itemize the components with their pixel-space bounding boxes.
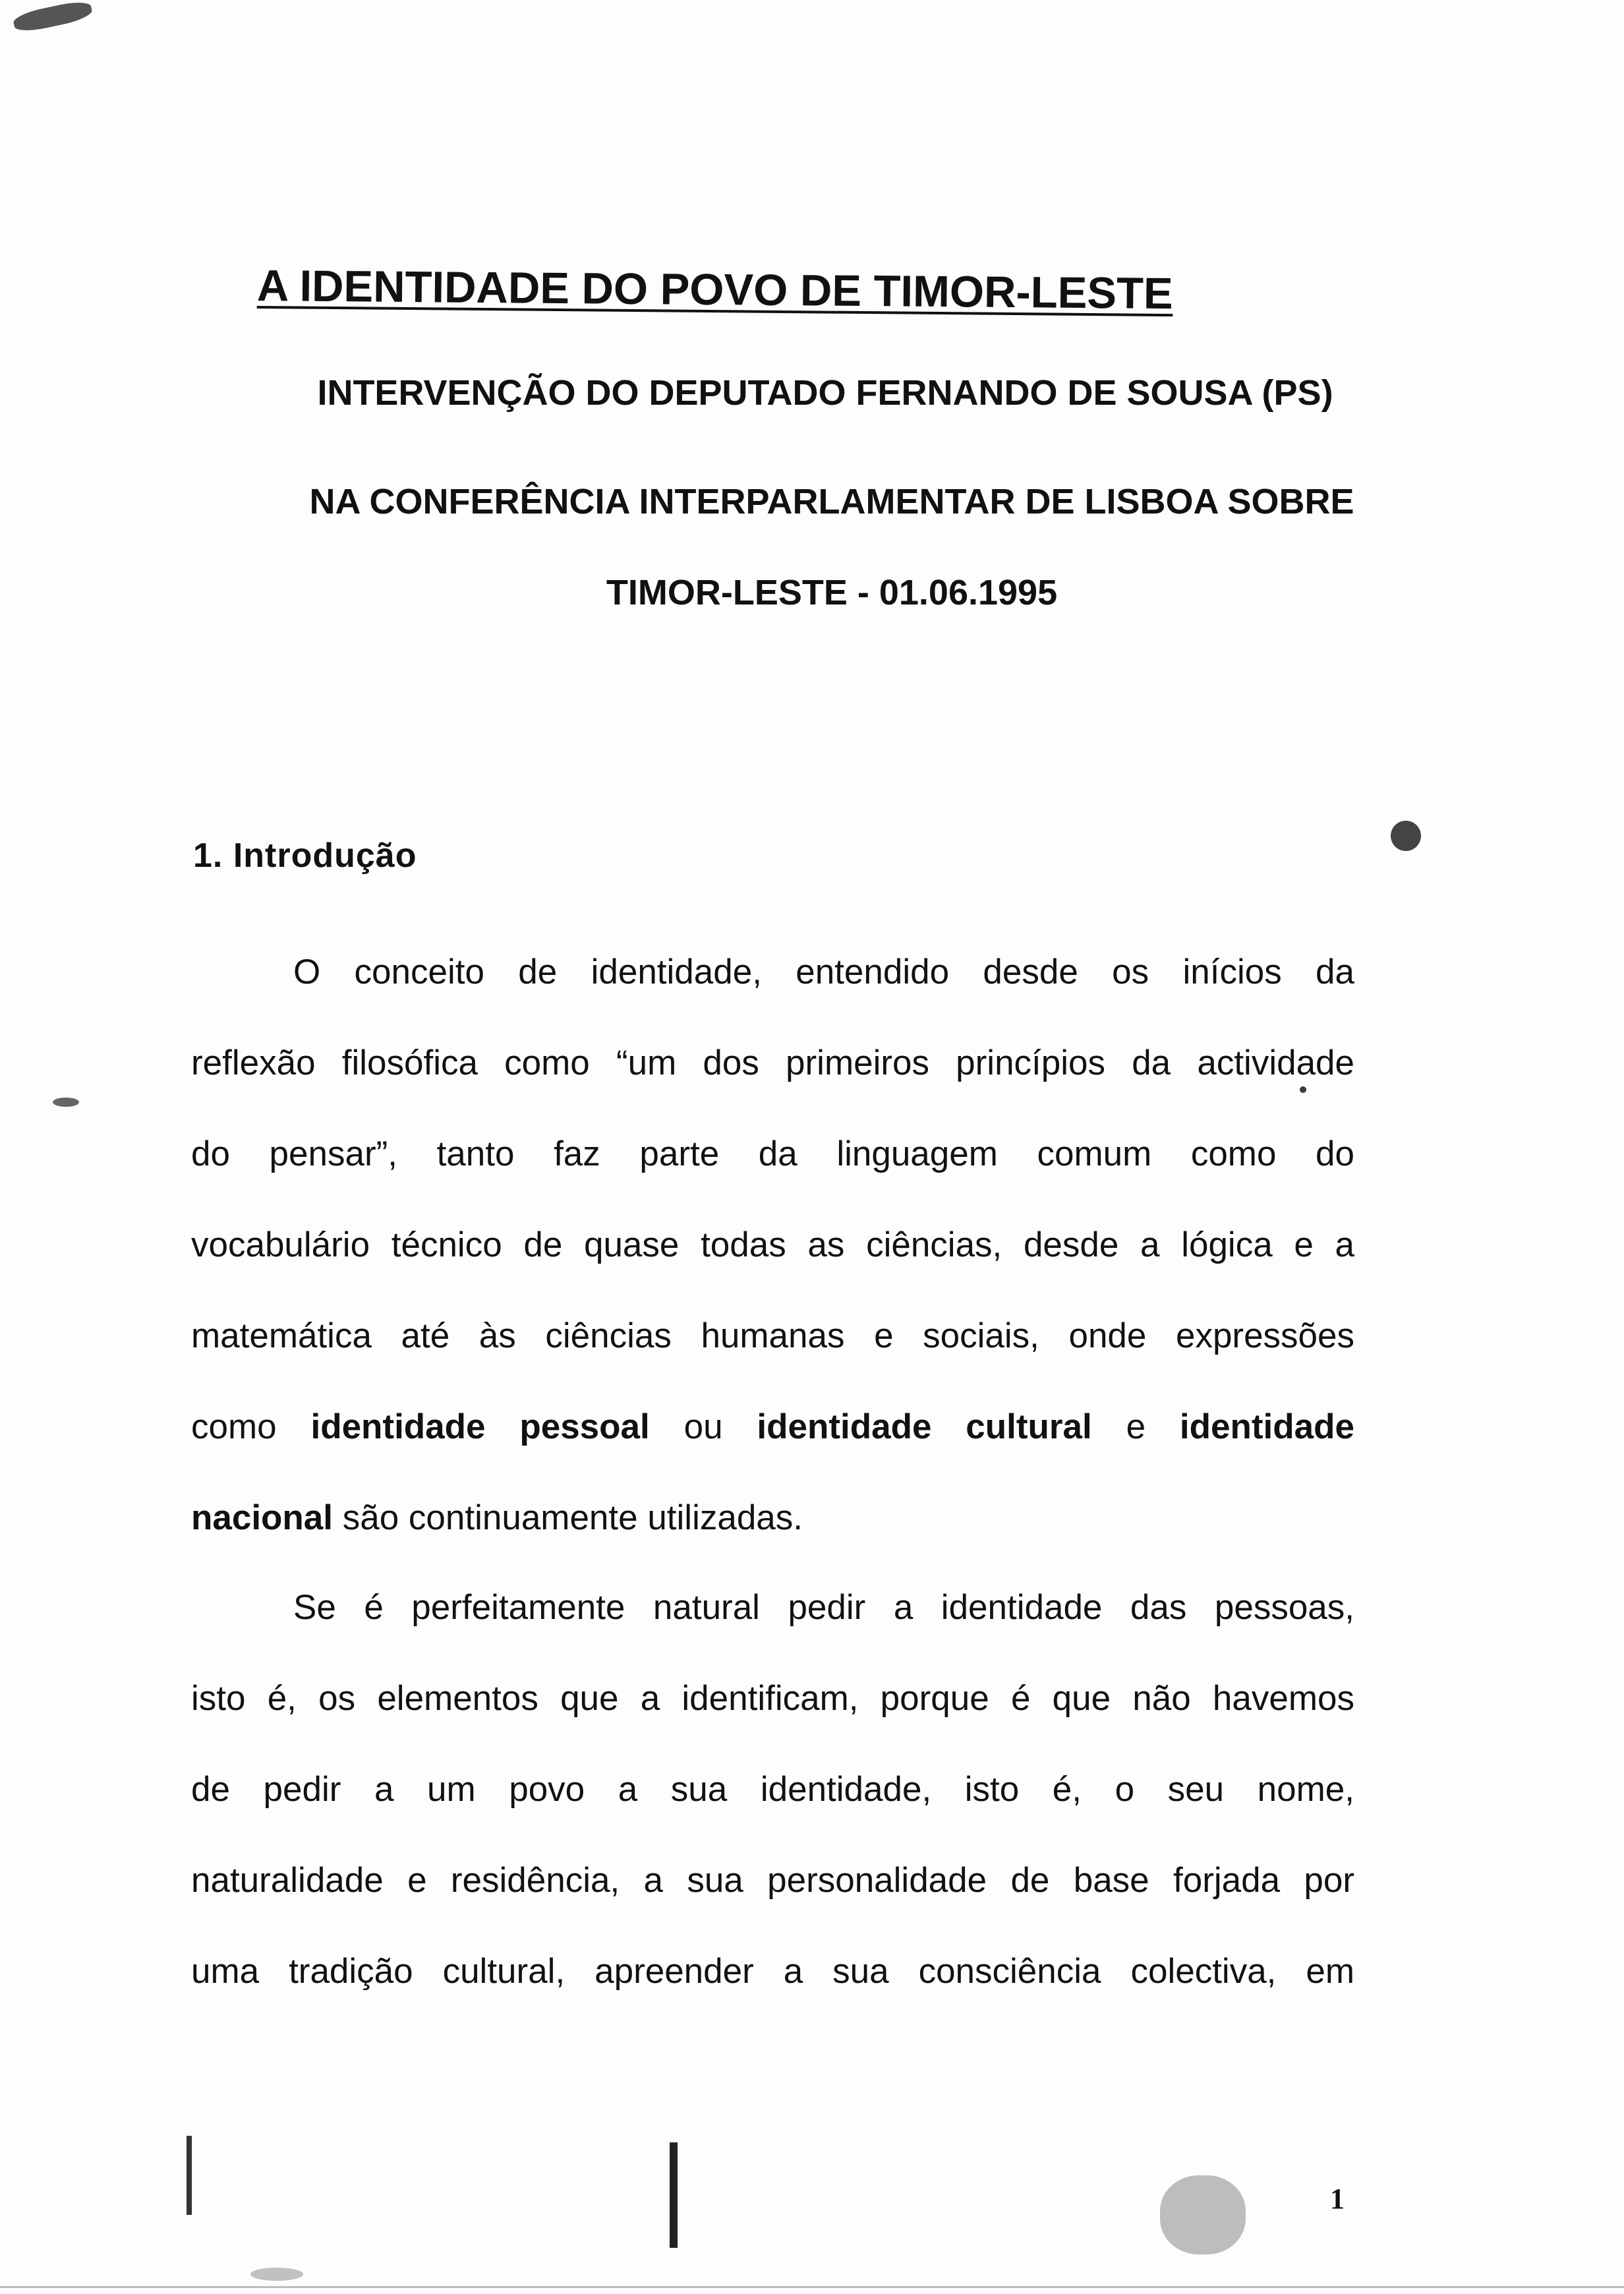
document-title: A IDENTIDADE DO POVO DE TIMOR-LESTE — [256, 261, 1173, 319]
subtitle-line-2: NA CONFERÊNCIA INTERPARLAMENTAR DE LISBOA SOBRE — [309, 482, 1354, 521]
line-text: como — [191, 1407, 277, 1446]
paragraph-2 — [191, 1562, 1354, 2017]
scan-artefact — [670, 2142, 678, 2248]
paragraph-line — [191, 1382, 1354, 1473]
paragraph-line — [191, 1473, 1354, 1564]
line-text: são continuamente utilizadas. — [333, 1498, 803, 1537]
paragraph-line: O conceito de identidade, entendido desde os inícios da — [293, 953, 1354, 991]
scan-artefact — [187, 2136, 192, 2215]
section-heading: 1. Introdução — [193, 837, 417, 875]
bold-term: identidade cultural — [757, 1407, 1092, 1446]
scan-artefact — [0, 2286, 1624, 2288]
bold-term: identidade pessoal — [310, 1407, 650, 1446]
scan-artefact — [1160, 2175, 1246, 2254]
scan-artefact — [12, 0, 94, 34]
bold-term: identidade — [1179, 1407, 1354, 1446]
paragraph-line: vocabulário técnico de quase todas as ciências, desde a lógica e a — [191, 1225, 1354, 1264]
scan-artefact — [1300, 1086, 1306, 1093]
paragraph-line: do pensar”, tanto faz parte da linguagem comum como do — [191, 1134, 1354, 1173]
paragraph-line: reflexão filosófica como “um dos primeiros princípios da actividade — [191, 1044, 1354, 1082]
paragraph-line: Se é perfeitamente natural pedir a identidade das pessoas, — [293, 1588, 1354, 1627]
paragraph-line: de pedir a um povo a sua identidade, isto é, o seu nome, — [191, 1770, 1354, 1809]
paragraph-line: uma tradição cultural, apreender a sua consciência colectiva, em — [191, 1952, 1354, 1991]
paragraph-line: naturalidade e residência, a sua personalidade de base forjada por — [191, 1861, 1354, 1900]
scan-artefact — [53, 1098, 79, 1107]
line-text: e — [1126, 1407, 1146, 1446]
paragraph-line: isto é, os elementos que a identificam, porque é que não havemos — [191, 1679, 1354, 1718]
scan-artefact — [250, 2268, 303, 2281]
paragraph-line: matemática até às ciências humanas e sociais, onde expressões — [191, 1316, 1354, 1355]
bold-term: nacional — [191, 1498, 334, 1537]
subtitle-line-1: INTERVENÇÃO DO DEPUTADO FERNANDO DE SOUSA (PS) — [317, 373, 1333, 413]
line-text: ou — [683, 1407, 723, 1446]
scan-artefact — [1391, 821, 1421, 851]
paragraph-1 — [191, 927, 1354, 1564]
page-number: 1 — [1330, 2183, 1345, 2215]
subtitle-line-3: TIMOR-LESTE - 01.06.1995 — [606, 573, 1058, 612]
